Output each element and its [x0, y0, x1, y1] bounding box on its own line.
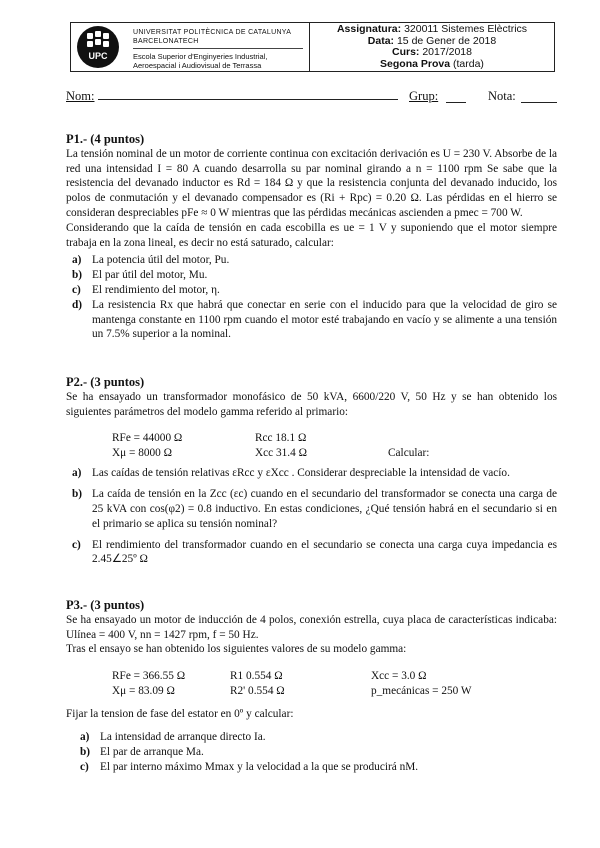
grade-field[interactable] — [521, 102, 557, 103]
university-sub: BARCELONATECH — [133, 38, 199, 45]
exam-label: Segona Prova — [380, 57, 451, 70]
p3-statement-3: Fijar la tension de fase del estator en 0º y calcular: — [66, 708, 294, 721]
course-label: Curs: — [392, 46, 420, 58]
subject-value: 320011 Sistemes Elèctrics — [404, 23, 528, 35]
p1-item-d: d) La resistencia Rx que habrá que conectar en serie con el inducido para que la velocidad de giro se mantenga constante en 1100 rpm cuando el motor esté trabajando en vacío y se alimente a una tensión un 7.5% superior a la nominal. — [72, 298, 557, 341]
p2-rfe: RFe = 44000 Ω — [112, 432, 183, 445]
institution-block — [71, 23, 310, 71]
exam-value: (tarda) — [453, 57, 484, 70]
grade-label: Nota: — [488, 89, 516, 103]
p2-item-a: a) Las caídas de tensión relativas εRcc y εXcc . Considerar despreciable la intensidad de vacío. — [72, 467, 510, 480]
p1-item-b: b) El par útil del motor, Mu. — [72, 269, 208, 282]
date-value: 15 de Gener de 2018 — [396, 34, 497, 47]
upc-logo — [77, 26, 119, 68]
p3-xu: Xμ = 83.09 Ω — [112, 685, 175, 698]
p2-item-c: c) El rendimiento del transformador cuando en el secundario se conecta una carga cuya impedancia es 2.45∠25º Ω — [72, 538, 557, 566]
school-name-1: Escola Superior d'Enginyeries Industrial, — [133, 52, 268, 61]
p3-pmec: p_mecánicas = 250 W — [371, 685, 472, 698]
exam-header — [70, 22, 555, 72]
p3-statement-2: Tras el ensayo se han obtenido los siguientes valores de su modelo gamma: — [66, 643, 407, 656]
p3-item-a: a) La intensidad de arranque directo Ia. — [80, 730, 266, 743]
exam-info — [310, 23, 554, 71]
course-value: 2017/2018 — [422, 46, 472, 58]
problem-2 — [66, 375, 557, 567]
p3-statement: Se ha ensayado un motor de inducción de 4 polos, conexión estrella, cuya placa de características indicaba: Ulínea = 400 V, nn = 1427 rpm, f = 50 Hz. — [66, 613, 557, 641]
p2-rcc: Rcc 18.1 Ω — [255, 432, 307, 445]
p3-xcc: Xcc = 3.0 Ω — [371, 670, 427, 683]
p2-item-b: b) La caída de tensión en la Zcc (εc) cuando en el secundario del transformador se conecta una carga de 25 kVA con cos(φ2) = 0.8 inductivo. En estas condiciones, ¿Qué tensión habrá en el secundario si en el primario se aplica su tensión nominal? — [72, 488, 557, 530]
p2-parameters — [66, 431, 557, 461]
school-name-2: Aeroespacial i Audiovisual de Terrassa — [133, 61, 262, 70]
university-name: UNIVERSITAT POLITÈCNICA DE CATALUNYA — [133, 29, 292, 36]
date-label: Data: — [367, 34, 395, 47]
problem-3 — [66, 598, 557, 774]
p2-calc: Calcular: — [388, 447, 430, 460]
subject-label: Assignatura: — [336, 23, 402, 35]
p3-title: P3.- (3 puntos) — [66, 598, 145, 612]
p3-r2: R2' 0.554 Ω — [230, 685, 285, 698]
p3-rfe: RFe = 366.55 Ω — [112, 670, 186, 683]
p3-item-c: c) El par interno máximo Mmax y la velocidad a la que se producirá nM. — [80, 760, 419, 773]
p2-xu: Xμ = 8000 Ω — [112, 447, 173, 460]
p1-title: P1.- (4 puntos) — [66, 132, 145, 146]
p1-item-a: a) La potencia útil del motor, Pu. — [72, 254, 230, 267]
student-fields — [66, 89, 557, 104]
p2-title: P2.- (3 puntos) — [66, 375, 145, 389]
p3-r1: R1 0.554 Ω — [230, 670, 283, 683]
group-label: Grup: — [409, 89, 439, 103]
p1-item-c: c) El rendimiento del motor, η. — [72, 283, 220, 296]
p1-statement: La tensión nominal de un motor de corriente continua con excitación derivación es U = 230 V. Absorbe de la red una intensidad I = 80 A cuando desarrolla su par nominal girando a n = 1100 rpm Se sabe que la resistencia del devanado inductor es Rd = 184 Ω y que la resistencia conjunta del devanado inducido, los polos de conmutación y el devanado compensador es (Ri + Rpc) = 0.20 Ω. Las pérdidas en el hierro se consideran despreciables pFe ≈ 0 W mientras que las pérdidas mecánicas ascienden a pmec = 700 W. — [66, 147, 557, 219]
name-field[interactable] — [98, 99, 398, 100]
p2-xcc: Xcc 31.4 Ω — [255, 447, 307, 460]
group-field[interactable] — [446, 102, 466, 103]
name-label: Nom: — [66, 89, 95, 103]
p1-statement-2: Considerando que la caída de tensión en cada escobilla es ue = 1 V y suponiendo que el motor siempre trabaja en la zona lineal, es decir no está saturado, calcular: — [66, 221, 557, 249]
p3-item-b: b) El par de arranque Ma. — [80, 745, 204, 758]
logo-text: UPC — [88, 51, 108, 61]
divider — [133, 48, 303, 49]
p2-statement: Se ha ensayado un transformador monofásico de 50 kVA, 6600/220 V, 50 Hz y se han obtenido los siguientes parámetros del modelo gamma referido al primario: — [66, 390, 557, 418]
p3-parameters — [66, 669, 557, 699]
problem-1 — [66, 132, 557, 342]
